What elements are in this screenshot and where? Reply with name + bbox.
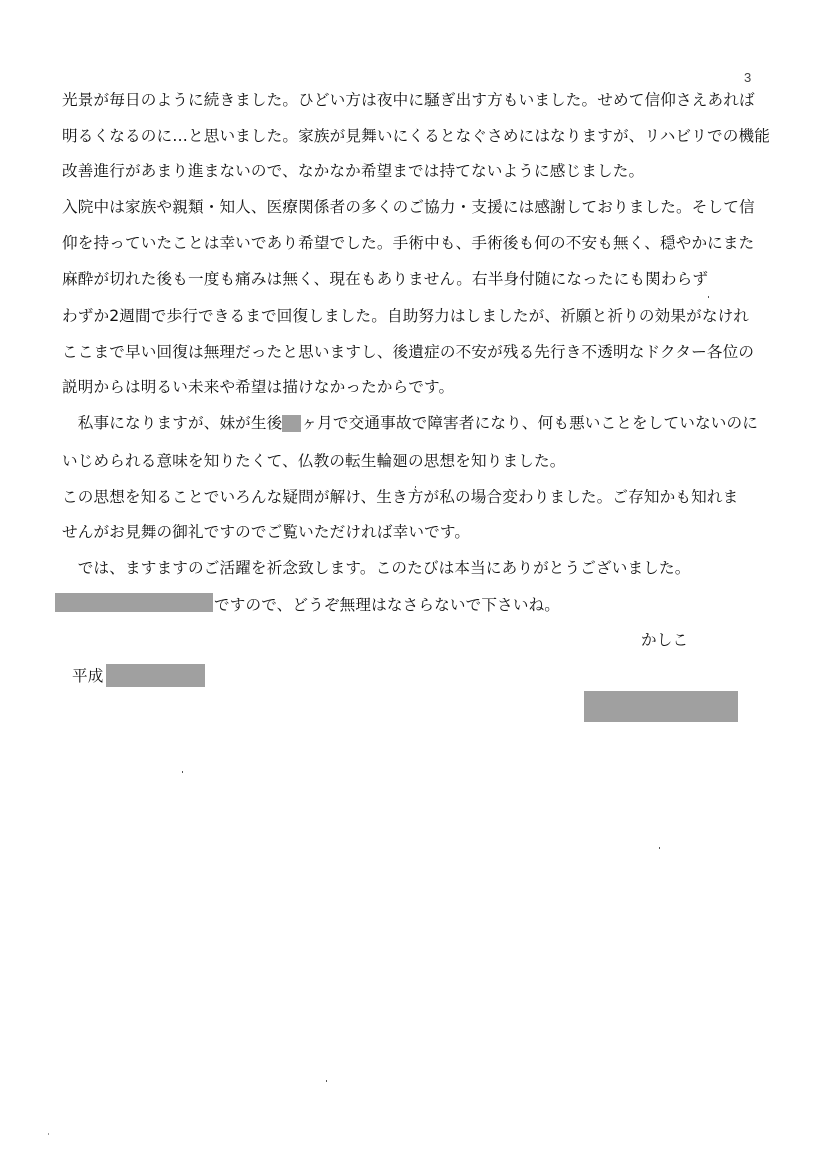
body-line: 麻酔が切れた後も一度も痛みは無く、現在もありません。右半身付随になったにも関わらず bbox=[62, 270, 709, 288]
date-redaction bbox=[106, 664, 205, 687]
body-line: 説明からは明るい未来や希望は描けなかったからです。 bbox=[62, 378, 455, 396]
redaction-box bbox=[282, 415, 301, 432]
closing-line: ですので、どうぞ無理はなさらないで下さいね。 bbox=[214, 596, 561, 614]
scan-speck bbox=[326, 1080, 327, 1082]
body-line: 明るくなるのに…と思いました。家族が見舞いにくるとなぐさめにはなりますが、リハビリでの機能 bbox=[62, 127, 771, 145]
body-line: わずか2週間で歩行できるまで回復しました。自助努力はしましたが、祈願と祈りの効果がなけれ bbox=[62, 307, 750, 325]
body-line: 仰を持っていたことは幸いであり希望でした。手術中も、手術後も何の不安も無く、穏やかにまた bbox=[62, 234, 755, 252]
closing-word: かしこ bbox=[641, 631, 689, 649]
sister-line-before: 私事になりますが、妹が生後 bbox=[62, 414, 283, 432]
body-line: 入院中は家族や親類・知人、医療関係者の多くのご協力・支援には感謝しておりました。そして信 bbox=[62, 198, 755, 216]
page-number: 3 bbox=[744, 70, 752, 85]
scan-speck bbox=[659, 847, 660, 849]
signature-redaction bbox=[584, 691, 738, 722]
scan-speck bbox=[415, 486, 416, 488]
scan-speck bbox=[48, 1133, 49, 1135]
sister-line-after: ヶ月で交通事故で障害者になり、何も悪いことをしていないのに bbox=[301, 414, 758, 432]
redaction-box bbox=[55, 593, 213, 612]
scan-speck bbox=[708, 296, 709, 298]
body-line: ここまで早い回復は無理だったと思いますし、後遺症の不安が残る先行き不透明なドクター各位の bbox=[62, 343, 755, 361]
body-line: では、ますますのご活躍を祈念致します。このたびは本当にありがとうございました。 bbox=[62, 559, 691, 577]
body-line: せんがお見舞の御礼ですのでご覧いただければ幸いです。 bbox=[62, 523, 471, 541]
body-line: 改善進行があまり進まないので、なかなか希望までは持てないように感じました。 bbox=[62, 162, 645, 180]
date-prefix: 平成 bbox=[72, 667, 104, 685]
scan-speck bbox=[182, 771, 183, 773]
body-line-sister bbox=[62, 413, 758, 433]
body-line: 光景が毎日のように続きました。ひどい方は夜中に騒ぎ出す方もいました。せめて信仰さえあれば bbox=[62, 91, 755, 109]
body-line: この思想を知ることでいろんな疑問が解け、生き方が私の場合変わりました。ご存知かも知れま bbox=[62, 488, 739, 506]
body-line: いじめられる意味を知りたくて、仏教の転生輪廻の思想を知りました。 bbox=[62, 452, 566, 470]
